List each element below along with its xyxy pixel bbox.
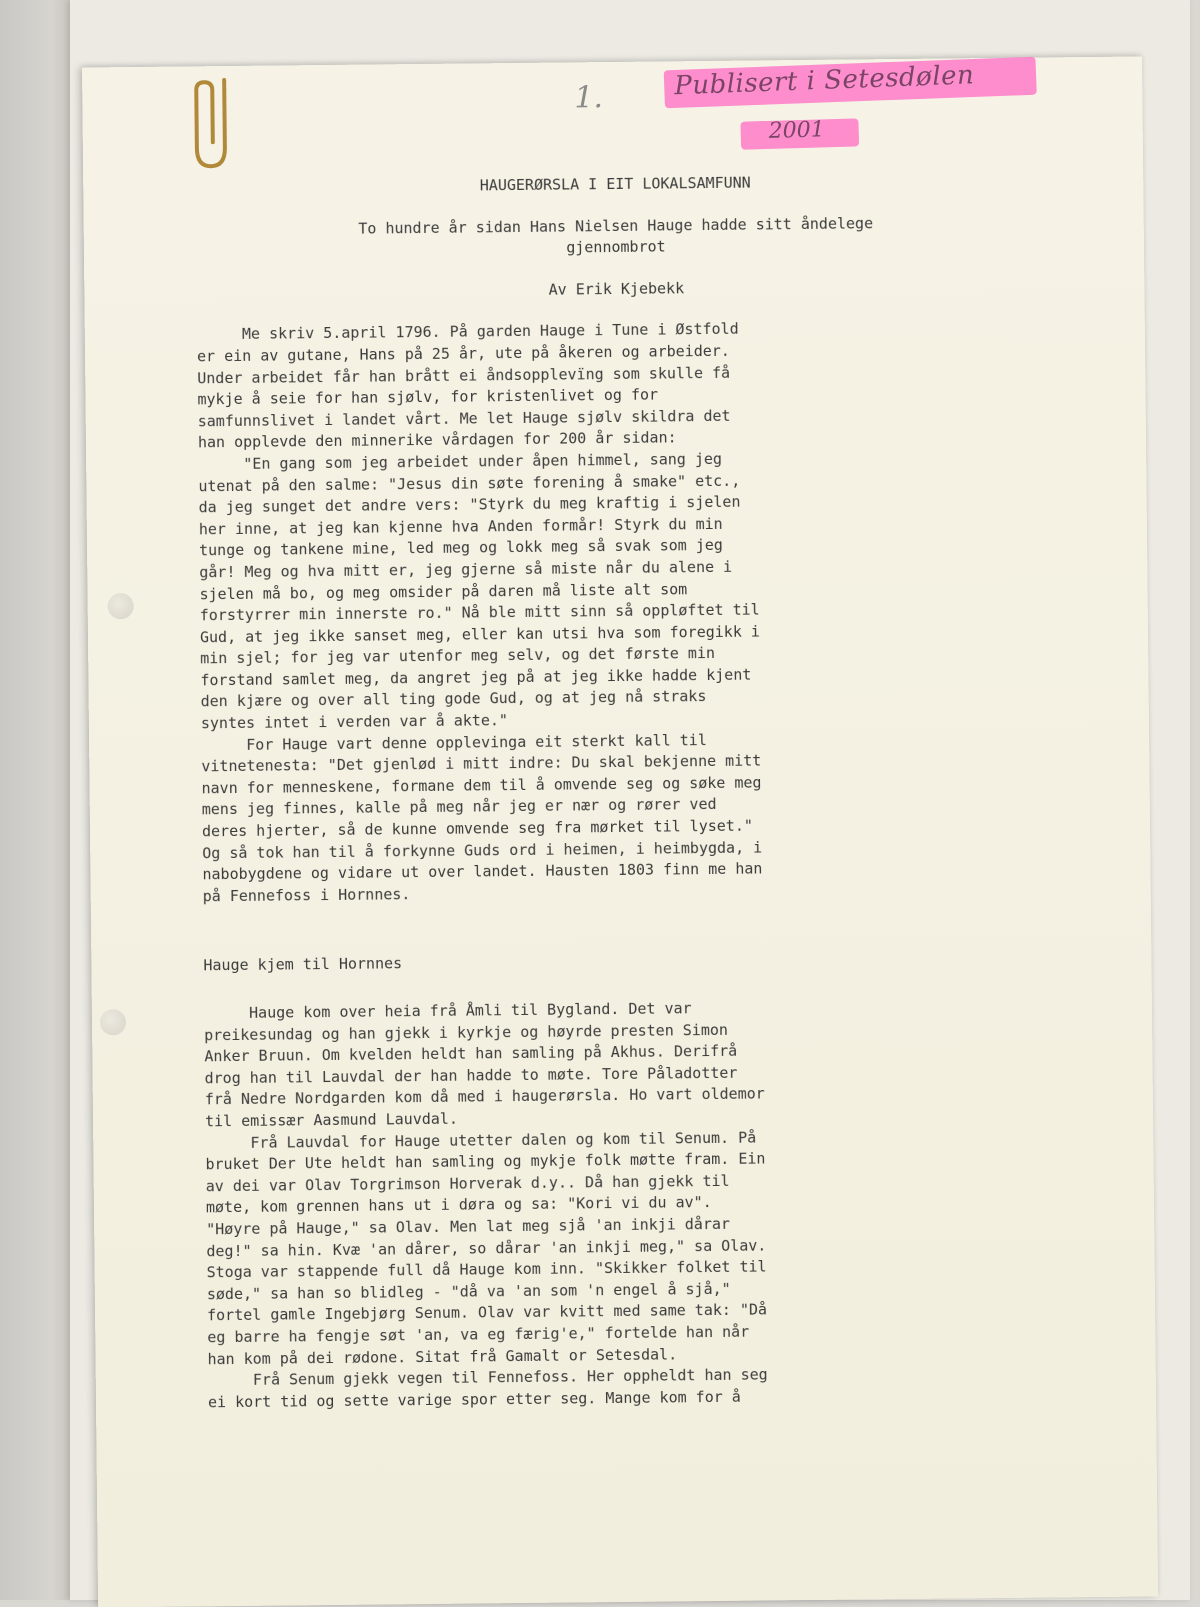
article-paragraph: For Hauge vart denne opplevinga eit sterkt kall til vitnetenesta: "Det gjenlød i mitt indre: Du skal bekjenne mitt navn for menneskene, formane dem til å omvende seg og søke meg mens jeg finnes, kalle på meg når jeg er nær og rører ved deres hjerter, så de kunne omvende seg fra mørket til lyset." Og så tok han til å forkynne Guds ord i heimen, i heimbygda, i nabobygdene og vidare ut over landet. Hausten 1803 finn me han på Fennefoss i Hornnes. [201,730,763,906]
article-title: HAUGERØRSLA I EIT LOKALSAMFUNN [479,173,751,195]
article-subtitle: To hundre år sidan Hans Nielsen Hauge hadde sitt åndelege gjennombrot [358,213,874,257]
document-page [82,56,1158,1607]
article-byline: Av Erik Kjebekk [548,279,685,299]
handwritten-page-number: 1. [574,80,604,116]
handwritten-note-year: 2001 [768,117,826,144]
article-paragraph: Frå Lauvdal for Hauge utetter dalen og kom til Senum. På bruket Der Ute heldt han samling og mykje folk møtte fram. Ein av dei var Olav Torgrimson Horverak d.y.. Då han gjekk til møte, kom grennen hans ut i døra og sa: "Kori vi du av". "Høyre på Hauge," sa Olav. Men lat meg sjå 'an inkji dårar deg!" sa hin. Kvæ 'an dårer, so dårar 'an inkji meg," sa Olav. Stoga var stappende full då Hauge kom inn. "Skikker folket til søde," sa han so blidleg - "då va 'an som 'n engel å sjå," fortel gamle Ingebjørg Senum. Olav var kvitt med same tak: "Då eg barre ha fengje søt 'an, va eg færig'e," fortelde han når han kom på dei rødone. Sitat frå Gamalt or Setesdal. [205,1128,768,1368]
article-paragraph: "En gang som jeg arbeidet under åpen himmel, sang jeg utenat på den salme: "Jesus din søte forening å smake" etc., da jeg sunget det andre vers: "Styrk du meg kraftig i sjelen her inne, at jeg kan kjenne hva Anden formår! Styrk du min tunge og tankene mine, led meg og lokk meg så svak som jeg går! Meg og hva mitt er, jeg gjerne så miste når du alene i sjelen må bo, og meg omsider på daren må liste alt som forstyrrer min innerste ro." Nå ble mitt sinn så oppløftet til Gud, at jeg ikke sanset meg, eller kan utsi hva som foregikk i min sjel; for jeg var utenfor meg selv, og det første min forstand samlet meg, da angret jeg på at jeg ikke hadde kjent den kjære og over all ting gode Gud, og at jeg nå straks syntes intet i verden var å akte." [198,449,760,733]
handwritten-note: Publisert i Setesdølen [673,60,975,102]
article-paragraph: Hauge kom over heia frå Åmli til Bygland. Det var preikesundag og han gjekk i kyrkje og høyrde presten Simon Anker Bruun. Om kvelden heldt han samling på Akhus. Derifrå drog han til Lauvdal der han hadde to møte. Tore Påladotter frå Nedre Nordgarden kom då med i haugerørsla. Ho vart oldemor til emissær Aasmund Lauvdal. [203,999,765,1131]
paperclip-icon [184,76,237,173]
typed-article [195,170,1048,1414]
article-paragraph: Me skriv 5.april 1796. På garden Hauge i Tune i Østfold er ein av gutane, Hans på 25 år, ute på åkeren og arbeider. Under arbeidet får han brått ei åndsopplevïng som skulle få mykje å seie for han sjølv, for kristenlivet og for samfunnslivet i landet vårt. Me let Hauge sjølv skildra det han opplevde den minnerike vårdagen for 200 år sidan: [196,320,739,452]
punch-hole [108,593,134,619]
section-heading: Hauge kjem til Hornnes [203,954,403,975]
punch-hole [100,1009,126,1035]
article-paragraph: Frå Senum gjekk vegen til Fennefoss. Her oppheldt han seg ei kort tid og sette varige spor etter seg. Mange kom for å [207,1365,768,1411]
